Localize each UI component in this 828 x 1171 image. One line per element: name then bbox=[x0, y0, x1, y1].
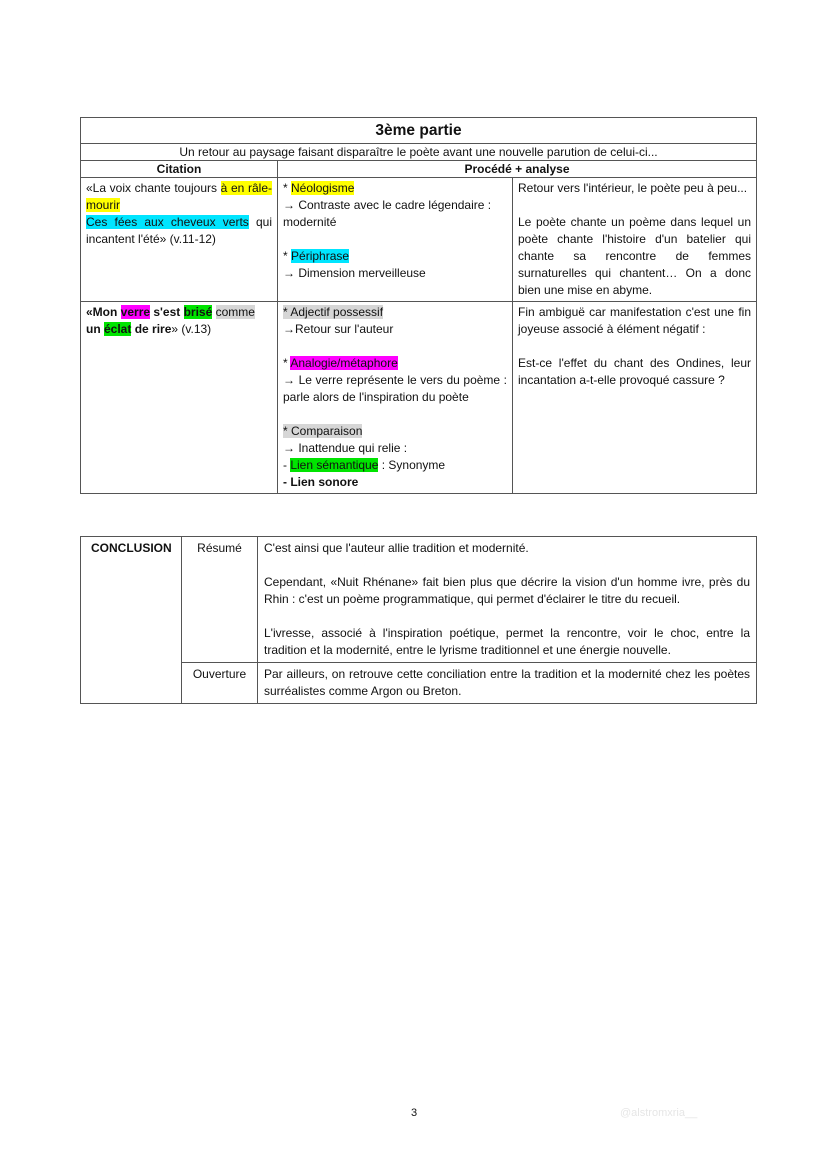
highlight-green: Lien sémantique bbox=[290, 458, 379, 472]
procede-arrow: →Retour sur l'auteur bbox=[283, 322, 394, 336]
analyse-text: Fin ambiguë car manifestation c'est une fin joyeuse associé à élément négatif : bbox=[518, 305, 751, 336]
column-header-citation: Citation bbox=[81, 161, 278, 178]
citation-text: de rire bbox=[131, 322, 172, 336]
bullet: * bbox=[283, 356, 291, 370]
bullet: - bbox=[283, 458, 291, 472]
procede-item bbox=[283, 248, 507, 265]
part-subtitle: Un retour au paysage faisant disparaître le poète avant une nouvelle parution de celui-ci... bbox=[81, 144, 757, 161]
table-row bbox=[81, 537, 757, 663]
procede-text: - Lien sonore bbox=[283, 475, 359, 489]
procede-text: : Synonyme bbox=[378, 458, 446, 472]
analyse-cell bbox=[513, 178, 757, 302]
page-number: 3 bbox=[410, 1107, 418, 1119]
citation-text: » (v.13) bbox=[171, 322, 212, 336]
highlight-grey: comme bbox=[215, 305, 255, 319]
citation-cell bbox=[81, 178, 278, 302]
analyse-text: Retour vers l'intérieur, le poète peu à peu... bbox=[518, 181, 748, 195]
resume-cell bbox=[258, 537, 757, 663]
procede-cell bbox=[278, 302, 513, 494]
highlight-grey: * Comparaison bbox=[283, 424, 363, 438]
procede-arrow: → Dimension merveilleuse bbox=[283, 266, 426, 280]
procede-arrow: → Le verre représente le vers du poème : parle alors de l'inspiration du poète bbox=[283, 373, 507, 404]
conclusion-table bbox=[80, 536, 757, 704]
highlight-yellow: à en râle-mourir bbox=[86, 181, 272, 212]
citation-text: «La voix chante toujours bbox=[86, 181, 221, 195]
highlight-green: brisé bbox=[183, 305, 213, 319]
ouverture-label: Ouverture bbox=[182, 663, 258, 704]
analysis-table bbox=[80, 117, 757, 494]
resume-text: Cependant, «Nuit Rhénane» fait bien plus que décrire la vision d'un homme ivre, près du Rhin : c'est un poème programmatique, qui permet d'éclairer le titre du recueil. bbox=[264, 575, 750, 606]
table-row bbox=[81, 178, 757, 302]
citation-text: un bbox=[86, 322, 104, 336]
conclusion-label: CONCLUSION bbox=[81, 537, 182, 704]
citation-cell bbox=[81, 302, 278, 494]
column-header-procede: Procédé + analyse bbox=[278, 161, 757, 178]
highlight-yellow: Néologisme bbox=[291, 181, 355, 195]
ouverture-text: Par ailleurs, on retrouve cette conciliation entre la tradition et la modernité chez les poètes surréalistes comme Argon ou Breton. bbox=[258, 663, 757, 704]
resume-label: Résumé bbox=[182, 537, 258, 663]
highlight-magenta: Analogie/métaphore bbox=[290, 356, 398, 370]
part-title: 3ème partie bbox=[81, 118, 757, 144]
procede-arrow: → Contraste avec le cadre légendaire : modernité bbox=[283, 198, 492, 229]
highlight-grey: * Adjectif possessif bbox=[283, 305, 384, 319]
resume-text: L'ivresse, associé à l'inspiration poétique, permet la rencontre, voir le choc, entre la tradition et la modernité, entre le lyrisme traditionnel et une énergie nouvelle. bbox=[264, 626, 750, 657]
analyse-cell bbox=[513, 302, 757, 494]
procede-arrow: → Inattendue qui relie : bbox=[283, 441, 408, 455]
analyse-text: Le poète chante un poème dans lequel un poète chante l'histoire d'un batelier qui chante sa rencontre de femmes surnaturelles qui chantent… On a donc bien une mise en abyme. bbox=[518, 215, 751, 297]
highlight-cyan: Ces fées aux cheveux verts bbox=[86, 215, 249, 229]
procede-cell bbox=[278, 178, 513, 302]
watermark: @alstromxria__ bbox=[620, 1107, 698, 1119]
highlight-magenta: verre bbox=[120, 305, 151, 319]
citation-text: qui incantent l'été» (v.11-12) bbox=[86, 215, 272, 246]
bullet: * bbox=[283, 181, 292, 195]
table-row bbox=[81, 302, 757, 494]
procede-item bbox=[283, 180, 507, 197]
resume-text: C'est ainsi que l'auteur allie tradition et modernité. bbox=[264, 541, 529, 555]
bullet: * bbox=[283, 249, 292, 263]
highlight-cyan: Périphrase bbox=[291, 249, 350, 263]
highlight-green: éclat bbox=[104, 322, 132, 336]
citation-text: «Mon bbox=[86, 305, 121, 319]
citation-text: s'est bbox=[150, 305, 184, 319]
analyse-text: Est-ce l'effet du chant des Ondines, leur incantation a-t-elle provoqué cassure ? bbox=[518, 356, 751, 387]
table-row bbox=[81, 663, 757, 704]
